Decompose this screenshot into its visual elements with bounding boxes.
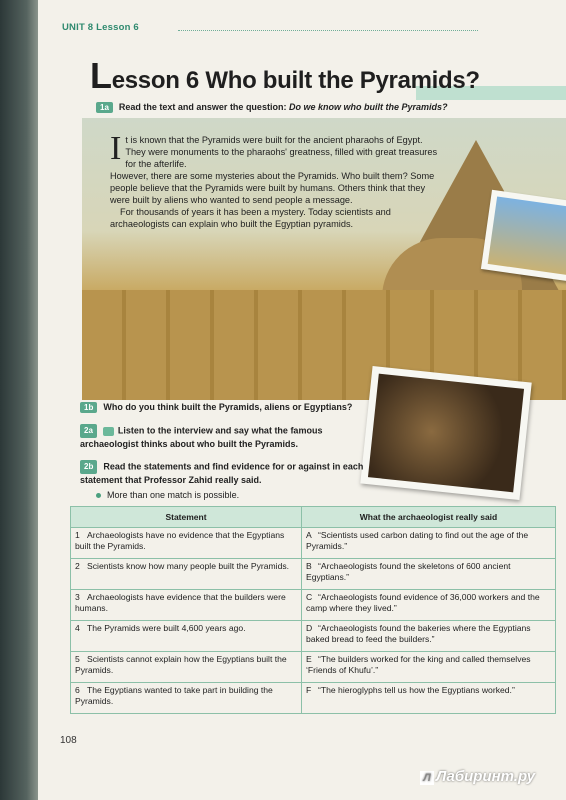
said-letter: B (306, 561, 312, 571)
archaeologist-column-header: What the archaeologist really said (302, 507, 556, 528)
said-text: “The hieroglyphs tell us how the Egyptians worked.” (318, 685, 515, 695)
task-2b-tag: 2b (80, 460, 97, 474)
lesson-title (90, 55, 480, 96)
said-cell (302, 652, 556, 683)
task-2a-tag: 2a (80, 424, 97, 438)
title-first-letter: L (90, 55, 112, 96)
said-text: “Scientists used carbon dating to find out the age of the Pyramids.” (306, 530, 529, 551)
statement-number: 5 (75, 654, 80, 664)
statement-text: Archaeologists have no evidence that the Egyptians built the Pyramids. (75, 530, 285, 551)
table-row (71, 652, 556, 683)
pyramid-inset-photo (481, 190, 566, 283)
task-2a (80, 424, 370, 450)
reading-paragraph-1: t is known that the Pyramids were built for the ancient pharaohs of Egypt. They were monuments to the pharaohs' greatness, filled with great treasures for the afterlife. (125, 135, 438, 169)
pyramid-inset-image (488, 196, 566, 275)
task-1a-tag: 1a (96, 102, 113, 113)
statement-number: 3 (75, 592, 80, 602)
statement-text: Scientists cannot explain how the Egyptians built the Pyramids. (75, 654, 287, 675)
statement-number: 6 (75, 685, 80, 695)
said-cell (302, 621, 556, 652)
said-letter: E (306, 654, 312, 664)
matching-table (70, 506, 556, 714)
bullet-dot-icon (96, 493, 101, 498)
task-2b-text: Read the statements and find evidence for or against in each statement that Professor Zahid really said. (80, 461, 364, 485)
task-1b-text: Who do you think built the Pyramids, aliens or Egyptians? (103, 402, 353, 412)
task-1b (80, 402, 380, 413)
book-spine (0, 0, 38, 800)
said-text: “Archaeologists found the skeletons of 600 ancient Egyptians.” (306, 561, 511, 582)
reading-text (110, 130, 440, 230)
statement-cell (71, 652, 302, 683)
table-row (71, 528, 556, 559)
table-header-row (71, 507, 556, 528)
table-row (71, 559, 556, 590)
task-1a (96, 102, 447, 113)
task-2a-text: Listen to the interview and say what the famous archaeologist thinks about who built the Pyramids. (80, 425, 323, 449)
statement-cell (71, 683, 302, 714)
table-row (71, 683, 556, 714)
task-1a-text: Read the text and answer the question: (118, 102, 287, 112)
task-1b-tag: 1b (80, 402, 97, 413)
sphinx-inset-image (368, 374, 524, 493)
statement-column-header: Statement (71, 507, 302, 528)
unit-header: UNIT 8 Lesson 6 (62, 22, 139, 33)
reading-paragraph-2: However, there are some mysteries about the Pyramids. Who built them? Some people believe that the Pyramids were built by humans. Others think that they were built by aliens who wanted to send people a message. (110, 171, 435, 205)
said-letter: D (306, 623, 313, 633)
task-2b (80, 460, 380, 486)
statement-number: 4 (75, 623, 80, 633)
table-row (71, 590, 556, 621)
said-cell (302, 528, 556, 559)
watermark-text: Лабиринт.ру (436, 768, 536, 785)
said-letter: C (306, 592, 313, 602)
task-1a-question: Do we know who built the Pyramids? (288, 102, 448, 112)
note (96, 490, 239, 500)
statement-number: 1 (75, 530, 80, 540)
statement-number: 2 (75, 561, 80, 571)
page-number: 108 (60, 735, 77, 746)
audio-icon[interactable] (103, 427, 114, 436)
title-text: esson 6 Who built the Pyramids? (111, 67, 480, 94)
said-cell (302, 559, 556, 590)
statement-text: The Pyramids were built 4,600 years ago. (87, 623, 246, 633)
sphinx-inset-photo (360, 366, 531, 500)
said-cell (302, 683, 556, 714)
table-row (71, 621, 556, 652)
reading-paragraph-3: For thousands of years it has been a mystery. Today scientists and archaeologists can explain who built the Egyptian pyramids. (110, 207, 391, 229)
statement-cell (71, 559, 302, 590)
said-letter: A (306, 530, 312, 540)
said-text: “The builders worked for the king and called themselves ‘Friends of Khufu’.” (306, 654, 531, 675)
statement-text: Archaeologists have evidence that the builders were humans. (75, 592, 286, 613)
header-divider (178, 30, 478, 31)
said-text: “Archaeologists found evidence of 36,000 workers and the camp where they lived.” (306, 592, 540, 613)
statement-text: The Egyptians wanted to take part in building the Pyramids. (75, 685, 273, 706)
statement-cell (71, 528, 302, 559)
statement-cell (71, 621, 302, 652)
watermark-logo-icon: Л (420, 771, 434, 785)
note-text: More than one match is possible. (107, 490, 240, 500)
said-letter: F (306, 685, 312, 695)
watermark (420, 768, 535, 785)
statement-cell (71, 590, 302, 621)
said-cell (302, 590, 556, 621)
drop-cap: I (110, 130, 122, 167)
said-text: “Archaeologists found the bakeries where the Egyptians baked bread to feed the builders.” (306, 623, 531, 644)
statement-text: Scientists know how many people built the Pyramids. (87, 561, 290, 571)
